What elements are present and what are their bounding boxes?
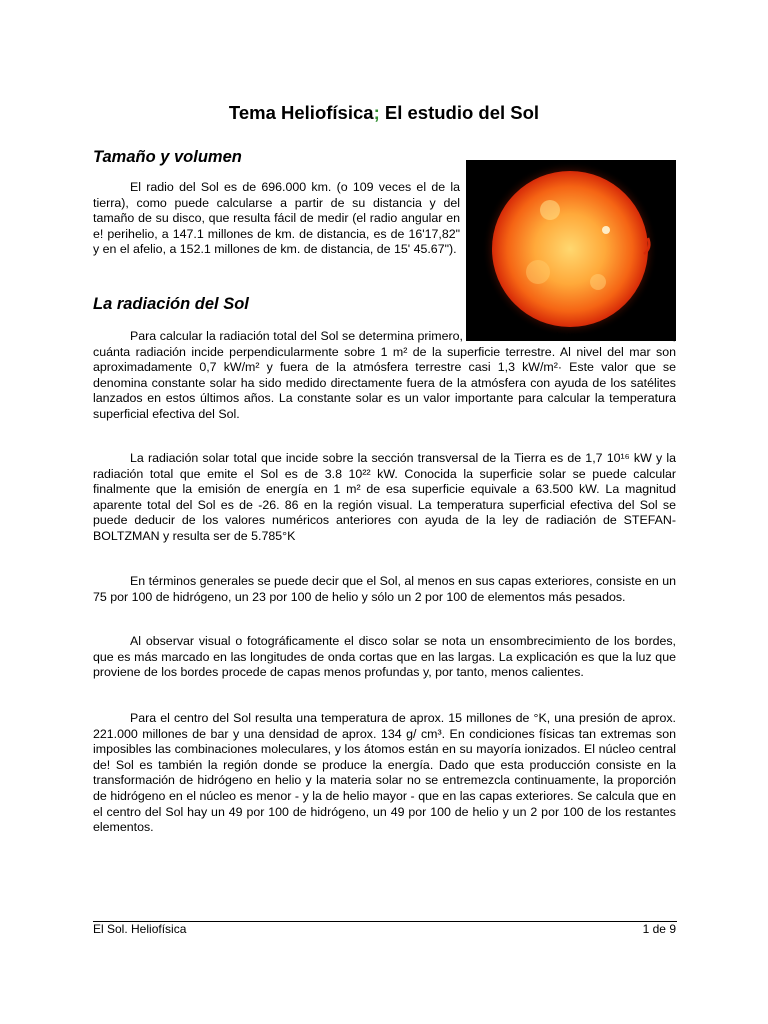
section-heading-tamano: Tamaño y volumen [93,148,242,166]
paragraph-radio: El radio del Sol es de 696.000 km. (o 109 veces el de la tierra), como puede calcularse a partir de su distancia y del tamaño de su disco, que resulta fácil de medir (el radio angular en e! perihelio, a 147.1 millones de km. de distancia, es de 16'17,82" y en el afelio, a 152.1 millones de km. de distancia, de 15' 45.67"). [93,180,460,257]
title-main: Tema Heliofísica [228,102,374,123]
paragraph-composicion: En términos generales se puede decir que el Sol, al menos en sus capas exteriores, consiste en un 75 por 100 de hidrógeno, un 23 por 100 de helio y sólo un 2 por 100 de elementos más pesados. [93,574,676,604]
paragraph-ensombrecimiento: Al observar visual o fotográficamente el disco solar se nota un ensombrecimiento de los bordes, que es más marcado en las longitudes de onda cortas que en las largas. La explicación es que la luz que proviene de los bordes procede de capas menos profundas y, por tanto, menos calientes. [93,634,676,680]
title-separator: ; [373,102,380,123]
title-subtitle: El estudio del Sol [379,102,540,123]
section-heading-radiacion: La radiación del Sol [93,295,249,313]
sun-photo-image [466,160,676,341]
page-title [0,102,768,124]
paragraph-centro-sol: Para el centro del Sol resulta una temperatura de aprox. 15 millones de °K, una presión de aprox. 221.000 millones de bar y una densidad de aprox. 134 g/ cm³. En condiciones físicas tan extremas son imposibles las combinaciones moleculares, y los átomos están en su mayoría ionizados. El núcleo central de! Sol es también la región donde se produce la energía. Dado que esta producción consiste en la transformación de hidrógeno en helio y la materia solar no se entremezcla continuamente, la proporción de hidrógeno en el núcleo es menor - y la de helio mayor - que en las capas exteriores. Se calcula que en el centro del Sol hay un 49 por 100 de hidrógeno, un 49 por 100 de helio y un 2 por 100 de los restantes elementos. [93,711,676,835]
footer-page-number: 1 de 9 [642,922,676,936]
footer-document-title: El Sol. Heliofísica [93,922,187,936]
paragraph-radiacion-total: Para calcular la radiación total del Sol se determina primero, con diversos instrumentos de medida, cuánta radiación incide perpendicularmente sobre 1 m² de la superficie terrestre. Al nivel del mar son aproximadamente 0,7 kW/m² y fuera de la atmósfera terrestre casi 1,3 kW/m²· Este valor que se denomina constante solar ha sido medido directamente fuera de la atmósfera con ayuda de los satélites lanzados en estos últimos años. La constante solar es un valor importante para calcular la temperatura superficial efectiva del Sol. [93,329,676,421]
paragraph-radiacion-solar: La radiación solar total que incide sobre la sección transversal de la Tierra es de 1,7 10¹⁶ kW y la radiación total que emite el Sol es de 3.8 10²² kW. Conocida la superficie solar se puede calcular finalmente que la emisión de energía en 1 m² de esa superficie equivale a 63.500 kW. La magnitud aparente total del Sol es de -26. 86 en la región visual. La temperatura superficial efectiva del Sol se puede deducir de los valores numéricos anteriores con ayuda de la ley de radiación de STEFAN-BOLTZMAN y resulta ser de 5.785°K [93,451,676,543]
